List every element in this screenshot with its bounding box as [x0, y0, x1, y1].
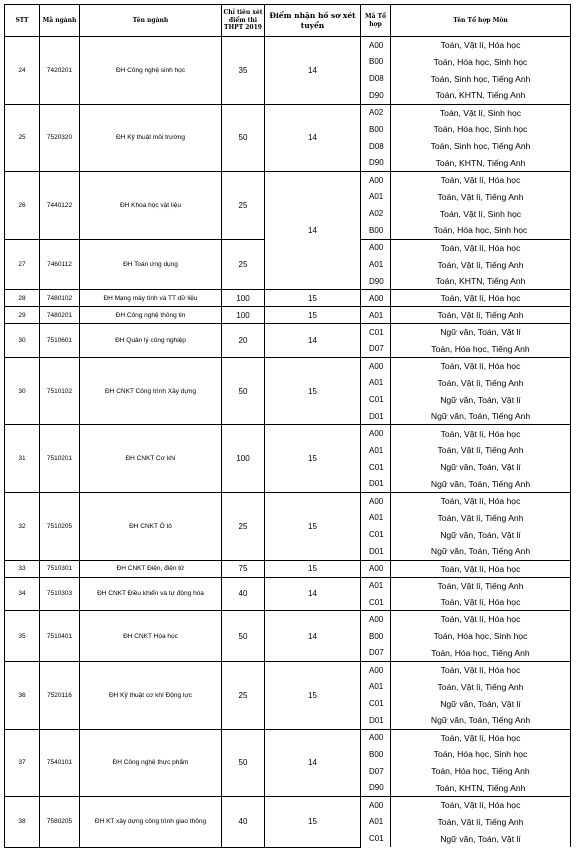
combo-subjects: Toán, Vật lí, Hóa học	[391, 425, 571, 442]
combo-subjects: Toán, Vật lí, Hóa học	[391, 729, 571, 746]
combo-code: A00	[361, 560, 391, 577]
table-row	[5, 493, 571, 510]
header-ten-to-hop: Tên Tổ hợp Môn	[391, 5, 571, 37]
combo-subjects: Toán, Vật lí, Hóa học	[391, 37, 571, 54]
program-name: ĐH Công nghệ thực phẩm	[80, 729, 222, 797]
combo-code: D08	[361, 138, 391, 155]
combo-code: D90	[361, 273, 391, 290]
table-row	[5, 172, 571, 189]
combo-code: C01	[361, 459, 391, 476]
score-cell: 15	[265, 357, 361, 425]
score-cell: 15	[265, 290, 361, 307]
program-code: 7510102	[40, 357, 80, 425]
program-name: ĐH Công nghệ thông tin	[80, 307, 222, 324]
quota-cell: 40	[222, 797, 265, 848]
combo-code: D01	[361, 408, 391, 425]
combo-code: B00	[361, 628, 391, 645]
combo-subjects: Toán, KHTN, Tiếng Anh	[391, 273, 571, 290]
admissions-table-page	[4, 4, 571, 848]
combo-subjects: Toán, Vật lí, Hóa học	[391, 797, 571, 814]
stt-cell: 24	[5, 37, 40, 105]
stt-cell: 31	[5, 425, 40, 493]
table-row	[5, 290, 571, 307]
quota-cell: 25	[222, 493, 265, 561]
combo-code: C01	[361, 324, 391, 341]
combo-code: C01	[361, 695, 391, 712]
combo-subjects: Toán, Vật lí, Hóa học	[391, 661, 571, 678]
header-ma-nganh: Mã ngành	[40, 5, 80, 37]
quota-cell: 50	[222, 729, 265, 797]
combo-subjects: Toán, Vật lí, Sinh học	[391, 104, 571, 121]
quota-cell: 100	[222, 290, 265, 307]
combo-code: A00	[361, 425, 391, 442]
combo-subjects: Ngữ văn, Toán, Tiếng Anh	[391, 408, 571, 425]
quota-cell: 25	[222, 661, 265, 729]
combo-subjects: Toán, Vật lí, Hóa học	[391, 594, 571, 611]
admissions-table	[4, 4, 571, 848]
combo-subjects: Toán, Vật lí, Tiếng Anh	[391, 256, 571, 273]
table-row	[5, 324, 571, 341]
combo-code: A02	[361, 104, 391, 121]
combo-subjects: Toán, Vật lí, Tiếng Anh	[391, 307, 571, 324]
program-name: ĐH Quản lý công nghiệp	[80, 324, 222, 358]
combo-code: D01	[361, 712, 391, 729]
combo-code: B00	[361, 121, 391, 138]
quota-cell: 50	[222, 611, 265, 662]
table-row	[5, 577, 571, 594]
table-row	[5, 104, 571, 121]
combo-subjects: Toán, KHTN, Tiếng Anh	[391, 780, 571, 797]
combo-subjects: Toán, Vật lí, Hóa học	[391, 357, 571, 374]
combo-code: A01	[361, 577, 391, 594]
program-code: 7460112	[40, 239, 80, 290]
combo-code: C01	[361, 391, 391, 408]
stt-cell: 29	[5, 307, 40, 324]
program-code: 7510301	[40, 560, 80, 577]
combo-code: D08	[361, 70, 391, 87]
combo-subjects: Toán, Vật lí, Tiếng Anh	[391, 577, 571, 594]
stt-cell: 27	[5, 239, 40, 290]
combo-subjects: Toán, Vật lí, Sinh học	[391, 205, 571, 222]
stt-cell: 37	[5, 729, 40, 797]
program-code: 7440122	[40, 172, 80, 240]
program-code: 7510303	[40, 577, 80, 611]
stt-cell: 25	[5, 104, 40, 172]
program-code: 7520116	[40, 661, 80, 729]
combo-subjects: Ngữ văn, Toán, Tiếng Anh	[391, 476, 571, 493]
program-code: 7510601	[40, 324, 80, 358]
combo-subjects: Ngữ văn, Toán, Vật lí	[391, 459, 571, 476]
table-row	[5, 797, 571, 814]
program-code: 7540101	[40, 729, 80, 797]
program-code: 7580205	[40, 797, 80, 848]
combo-subjects: Ngữ văn, Toán, Tiếng Anh	[391, 712, 571, 729]
combo-subjects: Toán, KHTN, Tiếng Anh	[391, 87, 571, 104]
combo-code: C01	[361, 526, 391, 543]
quota-cell: 50	[222, 104, 265, 172]
combo-subjects: Ngữ văn, Toán, Vật lí	[391, 526, 571, 543]
program-name: ĐH KT xây dựng công trình giao thông	[80, 797, 222, 848]
combo-code: A01	[361, 374, 391, 391]
combo-code: B00	[361, 53, 391, 70]
combo-code: A01	[361, 509, 391, 526]
header-stt: STT	[5, 5, 40, 37]
program-name: ĐH CNKT Điều khiển và tự động hóa	[80, 577, 222, 611]
combo-subjects: Toán, Hóa học, Tiếng Anh	[391, 763, 571, 780]
score-cell: 15	[265, 661, 361, 729]
program-code: 7420201	[40, 37, 80, 105]
program-code: 7520320	[40, 104, 80, 172]
table-row	[5, 560, 571, 577]
program-name: ĐH Mạng máy tính và TT dữ liệu	[80, 290, 222, 307]
program-name: ĐH CNKT Hóa học	[80, 611, 222, 662]
quota-cell: 25	[222, 172, 265, 240]
stt-cell: 26	[5, 172, 40, 240]
combo-subjects: Toán, Sinh học, Tiếng Anh	[391, 70, 571, 87]
combo-subjects: Toán, Hóa học, Sinh học	[391, 53, 571, 70]
quota-cell: 35	[222, 37, 265, 105]
combo-code: A00	[361, 239, 391, 256]
combo-code: D90	[361, 87, 391, 104]
combo-code: D01	[361, 476, 391, 493]
table-row	[5, 661, 571, 678]
combo-subjects: Ngữ văn, Toán, Vật lí	[391, 695, 571, 712]
combo-subjects: Toán, Vật lí, Tiếng Anh	[391, 374, 571, 391]
combo-code: D07	[361, 763, 391, 780]
combo-code: A02	[361, 205, 391, 222]
combo-subjects: Toán, KHTN, Tiếng Anh	[391, 155, 571, 172]
program-name: ĐH CNKT Điện, điện tử	[80, 560, 222, 577]
combo-code: D90	[361, 780, 391, 797]
combo-code: A01	[361, 256, 391, 273]
quota-cell: 40	[222, 577, 265, 611]
table-row	[5, 611, 571, 628]
combo-code: A01	[361, 189, 391, 206]
table-row	[5, 37, 571, 54]
combo-subjects: Toán, Vật lí, Tiếng Anh	[391, 442, 571, 459]
program-name: ĐH CNKT Ô tô	[80, 493, 222, 561]
score-cell: 15	[265, 797, 361, 848]
program-code: 7510205	[40, 493, 80, 561]
score-cell: 14	[265, 172, 361, 290]
quota-cell: 100	[222, 307, 265, 324]
program-name: ĐH Kỹ thuật cơ khí Động lực	[80, 661, 222, 729]
stt-cell: 32	[5, 493, 40, 561]
score-cell: 14	[265, 729, 361, 797]
combo-subjects: Toán, Sinh học, Tiếng Anh	[391, 138, 571, 155]
score-cell: 14	[265, 37, 361, 105]
stt-cell: 30	[5, 357, 40, 425]
table-row	[5, 729, 571, 746]
combo-code: C01	[361, 594, 391, 611]
combo-subjects: Toán, Hóa học, Sinh học	[391, 121, 571, 138]
stt-cell: 38	[5, 797, 40, 848]
program-name: ĐH Kỹ thuật môi trường	[80, 104, 222, 172]
combo-code: B00	[361, 746, 391, 763]
combo-subjects: Toán, Hóa học, Sinh học	[391, 746, 571, 763]
combo-code: A00	[361, 37, 391, 54]
score-cell: 14	[265, 577, 361, 611]
combo-subjects: Toán, Vật lí, Tiếng Anh	[391, 189, 571, 206]
quota-cell: 50	[222, 357, 265, 425]
header-chi-tieu: Chỉ tiêu xét điểm thi THPT 2019	[222, 5, 265, 37]
combo-code: A00	[361, 797, 391, 814]
header-row	[5, 5, 571, 37]
combo-subjects: Toán, Vật lí, Hóa học	[391, 611, 571, 628]
table-row	[5, 357, 571, 374]
table-row	[5, 307, 571, 324]
combo-subjects: Toán, Vật lí, Hóa học	[391, 560, 571, 577]
combo-subjects: Toán, Hóa học, Tiếng Anh	[391, 341, 571, 358]
combo-code: A01	[361, 307, 391, 324]
program-name: ĐH Công nghệ sinh học	[80, 37, 222, 105]
combo-subjects: Toán, Vật lí, Hóa học	[391, 172, 571, 189]
combo-code: B00	[361, 222, 391, 239]
combo-subjects: Toán, Vật lí, Tiếng Anh	[391, 813, 571, 830]
combo-code: A01	[361, 442, 391, 459]
combo-code: A00	[361, 661, 391, 678]
program-name: ĐH CNKT Công trình Xây dựng	[80, 357, 222, 425]
stt-cell: 28	[5, 290, 40, 307]
program-code: 7480201	[40, 307, 80, 324]
combo-code: A00	[361, 290, 391, 307]
score-cell: 15	[265, 493, 361, 561]
table-body	[5, 37, 571, 848]
combo-subjects: Toán, Vật lí, Tiếng Anh	[391, 678, 571, 695]
combo-subjects: Toán, Hóa học, Tiếng Anh	[391, 645, 571, 662]
combo-subjects: Toán, Vật lí, Hóa học	[391, 290, 571, 307]
quota-cell: 100	[222, 425, 265, 493]
program-code: 7510201	[40, 425, 80, 493]
score-cell: 14	[265, 611, 361, 662]
score-cell: 15	[265, 307, 361, 324]
combo-code: A00	[361, 357, 391, 374]
header-diem: Điểm nhận hồ sơ xét tuyển	[265, 5, 361, 37]
combo-code: A00	[361, 729, 391, 746]
score-cell: 15	[265, 425, 361, 493]
combo-code: D01	[361, 543, 391, 560]
combo-code: D07	[361, 341, 391, 358]
combo-subjects: Ngữ văn, Toán, Tiếng Anh	[391, 543, 571, 560]
quota-cell: 75	[222, 560, 265, 577]
combo-subjects: Toán, Hóa học, Sinh học	[391, 222, 571, 239]
combo-code: D07	[361, 645, 391, 662]
combo-code: A00	[361, 172, 391, 189]
score-cell: 14	[265, 324, 361, 358]
combo-code: A01	[361, 813, 391, 830]
combo-code: A01	[361, 678, 391, 695]
combo-subjects: Toán, Vật lí, Tiếng Anh	[391, 509, 571, 526]
score-cell: 14	[265, 104, 361, 172]
combo-code: A00	[361, 493, 391, 510]
header-ten-nganh: Tên ngành	[80, 5, 222, 37]
score-cell: 15	[265, 560, 361, 577]
program-code: 7480102	[40, 290, 80, 307]
program-name: ĐH Khoa học vật liệu	[80, 172, 222, 240]
table-row	[5, 425, 571, 442]
combo-subjects: Ngữ văn, Toán, Vật lí	[391, 830, 571, 847]
combo-code: A00	[361, 611, 391, 628]
header-ma-to-hop: Mã Tổ hợp	[361, 5, 391, 37]
program-code: 7510401	[40, 611, 80, 662]
stt-cell: 30	[5, 324, 40, 358]
combo-subjects: Ngữ văn, Toán, Vật lí	[391, 391, 571, 408]
program-name: ĐH CNKT Cơ khí	[80, 425, 222, 493]
combo-subjects: Toán, Vật lí, Hóa học	[391, 493, 571, 510]
combo-code: D90	[361, 155, 391, 172]
combo-code: C01	[361, 830, 391, 847]
combo-subjects: Ngữ văn, Toán, Vật lí	[391, 324, 571, 341]
combo-subjects: Toán, Hóa học, Sinh học	[391, 628, 571, 645]
program-name: ĐH Toán ứng dụng	[80, 239, 222, 290]
stt-cell: 36	[5, 661, 40, 729]
stt-cell: 33	[5, 560, 40, 577]
combo-subjects: Toán, Vật lí, Hóa học	[391, 239, 571, 256]
quota-cell: 20	[222, 324, 265, 358]
stt-cell: 34	[5, 577, 40, 611]
stt-cell: 35	[5, 611, 40, 662]
quota-cell: 25	[222, 239, 265, 290]
